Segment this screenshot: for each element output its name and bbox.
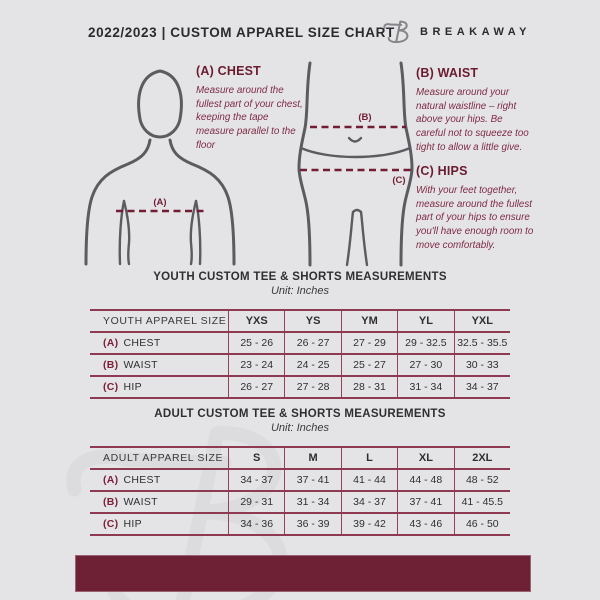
row-name: CHEST [123, 337, 161, 349]
value-cell: 37 - 41 [397, 492, 453, 512]
lower-body-figure-illustration [293, 60, 419, 268]
value-cell: 25 - 26 [228, 333, 284, 353]
value-cell: 29 - 32.5 [397, 333, 453, 353]
size-col-header: 2XL [454, 448, 510, 468]
value-cell: 27 - 29 [341, 333, 397, 353]
table-row-chest [90, 468, 510, 490]
chest-instruction-text: Measure around the fullest part of your chest, keeping the tape measure parallel to the floor [196, 85, 303, 151]
page-title: 2022/2023 | CUSTOM APPAREL SIZE CHART [88, 25, 395, 40]
value-cell: 37 - 41 [284, 470, 340, 490]
chest-instruction-heading: (A) CHEST [196, 64, 261, 78]
row-key: (B) [103, 496, 119, 508]
value-cell: 44 - 48 [397, 470, 453, 490]
size-col-header: XL [397, 448, 453, 468]
footer-bar [75, 555, 531, 592]
adult-table-unit: Unit: Inches [270, 422, 330, 434]
adult-table-section [0, 408, 600, 434]
youth-table-section [0, 271, 600, 297]
row-label [90, 377, 228, 397]
row-key: (A) [103, 474, 119, 486]
table-row-chest [90, 331, 510, 353]
row-label [90, 333, 228, 353]
row-key: (A) [103, 337, 119, 349]
value-cell: 24 - 25 [284, 355, 340, 375]
row-key: (C) [103, 518, 119, 530]
size-col-header: YXL [454, 311, 510, 331]
chest-instruction-block [196, 64, 308, 153]
size-col-header: YM [341, 311, 397, 331]
table-row-waist [90, 353, 510, 375]
table-row-hip [90, 512, 510, 534]
value-cell: 30 - 33 [454, 355, 510, 375]
value-cell: 46 - 50 [454, 514, 510, 534]
value-cell: 43 - 46 [397, 514, 453, 534]
youth-size-header-cell: YOUTH APPAREL SIZE [103, 315, 227, 327]
row-key: (B) [103, 359, 119, 371]
table-row-hip [90, 375, 510, 397]
size-col-header: M [284, 448, 340, 468]
size-col-header: YXS [228, 311, 284, 331]
value-cell: 23 - 24 [228, 355, 284, 375]
value-cell: 27 - 30 [397, 355, 453, 375]
waist-instruction-block [416, 66, 532, 155]
value-cell: 36 - 39 [284, 514, 340, 534]
hips-instruction-heading: (C) HIPS [416, 164, 468, 178]
table-header-row [90, 446, 510, 468]
value-cell: 34 - 37 [228, 470, 284, 490]
row-name: WAIST [123, 496, 158, 508]
value-cell: 41 - 44 [341, 470, 397, 490]
hips-instruction-block [416, 164, 540, 253]
row-name: HIP [123, 381, 142, 393]
value-cell: 27 - 28 [284, 377, 340, 397]
table-header-row [90, 309, 510, 331]
value-cell: 26 - 27 [284, 333, 340, 353]
hips-instruction-text: With your feet together, measure around the fullest part of your hips to ensure you'll have enough room to move comfortably. [416, 185, 534, 251]
row-name: HIP [123, 518, 142, 530]
value-cell: 28 - 31 [341, 377, 397, 397]
adult-size-table [90, 446, 510, 536]
row-key: (C) [103, 381, 119, 393]
size-col-header: YS [284, 311, 340, 331]
value-cell: 34 - 36 [228, 514, 284, 534]
value-cell: 31 - 34 [284, 492, 340, 512]
row-label [90, 355, 228, 375]
row-label [90, 514, 228, 534]
waist-instruction-heading: (B) WAIST [416, 66, 479, 80]
row-label [90, 492, 228, 512]
value-cell: 48 - 52 [454, 470, 510, 490]
value-cell: 41 - 45.5 [454, 492, 510, 512]
table-row-waist [90, 490, 510, 512]
youth-table-title: YOUTH CUSTOM TEE & SHORTS MEASUREMENTS [153, 271, 447, 283]
value-cell: 34 - 37 [341, 492, 397, 512]
size-col-header: YL [397, 311, 453, 331]
chest-diagram-label: (A) [153, 197, 167, 208]
adult-size-header-cell: ADULT APPAREL SIZE [103, 452, 224, 464]
brand-header [381, 17, 531, 47]
value-cell: 26 - 27 [228, 377, 284, 397]
value-cell: 34 - 37 [454, 377, 510, 397]
adult-table-title: ADULT CUSTOM TEE & SHORTS MEASUREMENTS [154, 408, 446, 420]
value-cell: 29 - 31 [228, 492, 284, 512]
row-label [90, 470, 228, 490]
value-cell: 31 - 34 [397, 377, 453, 397]
waist-instruction-text: Measure around your natural waistline – right above your hips. Be careful not to squeeze too tight to allow a little give. [416, 87, 529, 153]
youth-size-table [90, 309, 510, 399]
size-col-header: L [341, 448, 397, 468]
row-name: WAIST [123, 359, 158, 371]
value-cell: 39 - 42 [341, 514, 397, 534]
hips-diagram-label: (C) [392, 175, 406, 186]
brand-name: BREAKAWAY [420, 26, 531, 38]
row-name: CHEST [123, 474, 161, 486]
value-cell: 32.5 - 35.5 [454, 333, 510, 353]
value-cell: 25 - 27 [341, 355, 397, 375]
waist-diagram-label: (B) [358, 112, 372, 123]
size-col-header: S [228, 448, 284, 468]
youth-table-unit: Unit: Inches [270, 285, 330, 297]
breakaway-b-logo-icon [381, 17, 413, 47]
